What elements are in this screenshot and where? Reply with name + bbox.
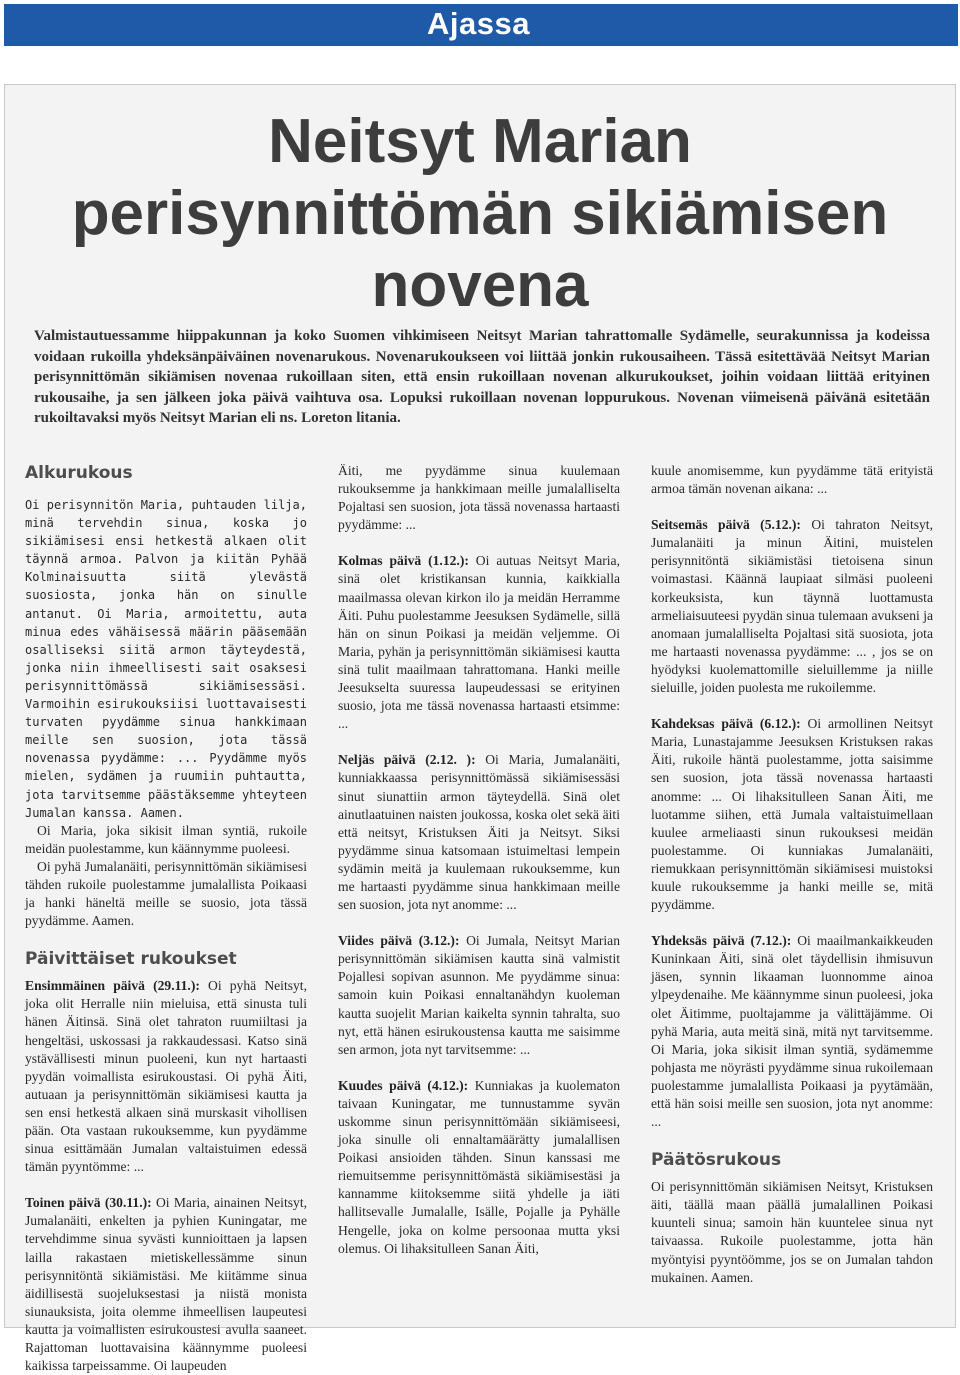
section-label: Ajassa xyxy=(427,6,530,41)
day-4-text: Oi Maria, Jumalanäiti, kunniakkaassa perisynnittömässä sikiämisessäsi sinut siunattiin armon täyteydellä. Sinä olet ainutlaatuinen naisten joukossa, koska olet sekä äiti että neitsyt, Kristuksen Äiti ja Neitsyt. Siksi pyydämme sinua katsomaan istuimeltasi lempein sydämin meitä ja kuulemaan rukouksemme, kun me hartaasti pyydämme sinua hankkimaan meille sen suosion, jota nyt anomme: ... xyxy=(338,752,620,913)
day-5-label: Viides päivä (3.12.): xyxy=(338,933,460,949)
heading-paatosrukous: Päätösrukous xyxy=(651,1150,782,1171)
column-3 xyxy=(651,462,933,1287)
alkurukous-paragraph-2: Oi Maria, joka sikisit ilman syntiä, rukoile meidän puolestamme, kun käännymme puoleesi. xyxy=(25,822,307,856)
section-banner xyxy=(4,4,958,46)
day-2-prayer xyxy=(25,1194,307,1375)
article-intro: Valmistautuessamme hiippakunnan ja koko Suomen vihkimiseen Neitsyt Marian tahrattomalle Sydämelle, seurakunnissa ja kodeissa voidaan rukoilla yhdeksänpäiväinen novenarukous. Novenarukoukseen voi liittää jonkin rukousaiheen. Tässä esitettävää Neitsyt Marian perisynnittömän sikiämisen novenaa rukoillaan siten, että ensin rukoillaan novenan alkurukoukset, joihin voidaan liittää erityinen rukousaihe, ja sen jälkeen joka päivä vaihtuva osa. Lopuksi rukoillaan novenan loppurukous. Novenan viimeisenä päivänä esitetään rukoiltavaksi myös Neitsyt Marian eli ns. Loreton litania. xyxy=(34,328,930,426)
day-2-continuation: Äiti, me pyydämme sinua kuulemaan rukouksemme ja hankkimaan meille jumalalliselta Pojaltasi sen suosion, jota tässä novenassa hartaasti pyydämme: ... xyxy=(338,463,620,533)
day-8-text: Oi armollinen Neitsyt Maria, Lunastajamme Jeesuksen Kristuksen rakas Äiti, rukoile häntä puolestamme, jotta saisimme sen suosion, jota tässä novenassa hartaasti anomme: ... Oi lihaksitulleen Sanan Äiti, me luotamme siihen, että Jumala valtaistuimellaan kuulee armeliaasti sinun rukouksesi meidän puolestamme. Oi kunniakas Jumalanäiti, riemukkaan perisynnittömän sikiämisesi muistoksi kuule rukouksemme ja hanki meille se, mitä pyydämme. xyxy=(651,716,933,913)
title-line-3: novena xyxy=(371,251,589,320)
day-8-prayer xyxy=(651,715,933,914)
article-title xyxy=(0,106,960,322)
day-2-text: Oi Maria, ainainen Neitsyt, Jumalanäiti, enkelten ja pyhien Kuningatar, me tervehdimme sinua syvästi kunnioittaen ja lapsen lailla rakastaen mietiskellessämme sinun perisynnitöntä sikiämistäsi. Me kiitämme sinua äidillisestä suojeluksestasi ja niistä monista siunauksista, joita olemme ihmeellisen laupeutesi kautta ja voimallisten esirukoustesi avulla saaneet. Rajattoman luottavaisina käännymme puoleesi kaikissa tarpeissamme. Oi laupeuden xyxy=(25,1195,307,1374)
column-1 xyxy=(25,462,307,1375)
day-4-prayer xyxy=(338,751,620,914)
day-9-prayer xyxy=(651,932,933,1131)
day-3-label: Kolmas päivä (1.12.): xyxy=(338,553,469,569)
day-4-label: Neljäs päivä (2.12. ): xyxy=(338,752,476,768)
day-7-text: Oi tahraton Neitsyt, Jumalanäiti ja minun Äitini, muistelen perisynnitöntä sikiämistäsi tietoisena sinun voimastasi. Käännä laupiaat silmäsi puoleeni korkeuksista, kun täynnä luottamusta armeliaisuuteesi pyydän sinua tulemaan avukseni ja anomaan jumalalliselta Pojaltasi sitä suosiota, jota me hartaasti novenassa pyydämme: ... , jos se on hyödyksi kuolemattomille sieluillemme ja niille sieluille, joiden puolesta me rukoilemme. xyxy=(651,517,933,696)
day-1-label: Ensimmäinen päivä (29.11.): xyxy=(25,978,200,994)
paatosrukous-text: Oi perisynnittömän sikiämisen Neitsyt, Kristuksen äiti, täällä maan päällä jumalallinen Poikasi kuunteli sinua; samoin hän kuuntelee sinua nyt taivaassa. Rukoile puolestamme, jotta hän myöntyisi pyyntöömme, jos se on Jumalan tahdon mukainen. Aamen. xyxy=(651,1179,933,1285)
day-6-continuation: kuule anomisemme, kun pyydämme tätä erityistä armoa tämän novenan aikana: ... xyxy=(651,463,933,497)
day-3-text: Oi autuas Neitsyt Maria, sinä olet kristikansan kunnia, kaikkialla maailmassa olevan kirkon ilo ja meidän Herramme Äiti. Puhu puolestamme Jeesuksen Sydämelle, sillä hän on sinun Poikasi ja meidän veljemme. Oi Maria, pyhän ja perisynnittömän sikiämisesi kautta sinä tulit maailmaan tahrattomana. Hanki meille Jeesukselta suuressa laupeudessasi se erityinen suosio, jota me tässä novenassa hartaasti etsimme: ... xyxy=(338,553,620,732)
alkurukous-paragraph-3: Oi pyhä Jumalanäiti, perisynnittömän sikiämisesi tähden rukoile puolestamme jumalallista Poikaasi ja hanki häneltä meille se suosio, jota tässä pyydämme. Aamen. xyxy=(25,858,307,929)
day-7-prayer xyxy=(651,516,933,697)
day-9-text: Oi maailmankaikkeuden Kuninkaan Äiti, sinä olet täydellisin ihmisuvun jäsen, synnin likaaman luonnomme ainoa ylpeydenaihe. Me käännymme sinun puoleesi, joka olet Äitimme, puoltajamme ja välittäjämme. Oi pyhä Maria, auta meitä sinä, mitä nyt tarvitsemme. Oi Maria, joka sikisit ilman syntiä, sydämemme pohjasta me nöyrästi pyydämme sinua rukoilemaan puolestamme jumalallista Poikaasi ja pyytämään, että hän soisi meille sen suosion, jota nyt anomme: ... xyxy=(651,933,933,1130)
day-5-prayer xyxy=(338,932,620,1059)
title-line-2: perisynnittömän sikiämisen xyxy=(71,179,889,248)
day-2-label: Toinen päivä (30.11.): xyxy=(25,1195,152,1211)
day-6-label: Kuudes päivä (4.12.): xyxy=(338,1077,469,1093)
day-9-label: Yhdeksäs päivä (7.12.): xyxy=(651,933,792,949)
day-1-prayer xyxy=(25,977,307,1176)
day-3-prayer xyxy=(338,552,620,733)
heading-alkurukous: Alkurukous xyxy=(25,463,133,483)
day-6-prayer xyxy=(338,1077,620,1258)
heading-paivittaiset: Päivittäiset rukoukset xyxy=(25,949,237,970)
title-line-1: Neitsyt Marian xyxy=(268,107,692,176)
day-5-text: Oi Jumala, Neitsyt Marian perisynnittömän sikiämisen kautta sinä valmistit Pojallesi sopivan asunnon. Me pyydämme sinua: samoin kuin Poikasi ennaltanähdyn kuoleman kautta suojelit Marian kaikelta synnin tahralta, suo nyt, että hänen esirukoustensa kautta me saisimme sen armon, jota nyt tarvitsemme: ... xyxy=(338,933,620,1057)
alkurukous-paragraph-1: Oi perisynnitön Maria, puhtauden lilja, minä tervehdin sinua, koska jo sikiämisesi ensi hetkestä alkaen olit täynnä armoa. Palvon ja kiitän Pyhää Kolminaisuutta siitä ylevästä suosiosta, jonka hän on sinulle antanut. Oi Maria, armoitettu, auta minua edes vähäisessä määrin pääsemään osalliseksi siitä armon täyteydestä, jonka niin ihmeellisesti sait osaksesi perisynnittömässä sikiämisessäsi. Varmoihin esirukouksiisi luottavaisesti turvaten pyydämme sinua hankkimaan meille sen suosion, jota tässä novenassa pyydämme: ... Pyydämme myös mielen, sydämen ja ruumiin puhtautta, jota tarvitsemme päästäksemme yhteyteen Jumalan kanssa. Aamen. xyxy=(25,498,307,820)
day-6-text: Kunniakas ja kuolematon taivaan Kuningatar, me tunnustamme syvän uskomme sinun perisynnittömään sikiämiseesi, joka sinulle oli ennaltamäärätty jumalallisen Poikasi ansioiden tähden. Sinun kanssasi me riemuitsemme perisynnittömästä sikiämisestäsi ja kannamme kiitoksemme siitä yhdelle ja iäti hallitsevalle Jumalalle, Isälle, Pojalle ja Pyhälle Hengelle, joka on kolme persoonaa mutta yksi olemus. Oi lihaksitulleen Sanan Äiti, xyxy=(338,1077,621,1256)
day-1-text: Oi pyhä Neitsyt, joka olit Herralle niin mieluisa, että sinusta tuli hänen Äitinsä. Sinä olet tahraton ruumiiltasi ja hengeltäsi, uskossasi ja rakkaudessasi. Katso sinä ystävällisesti minun puoleeni, kun nyt hartaasti pyydän voimallista esirukoustasi. Oi pyhä Äiti, autuaan ja perisynnittömän sikiämisesi kautta ja sen ensi hetkestä alkaen sinä murskasit vihollisen pään. Ota vastaan rukouksemme, kun pyydämme sinua esittämään Jumalan valtaistuimen edessä tämän pyyntömme: ... xyxy=(25,978,307,1175)
column-2 xyxy=(338,462,620,1258)
day-8-label: Kahdeksas päivä (6.12.): xyxy=(651,716,801,732)
day-7-label: Seitsemäs päivä (5.12.): xyxy=(651,517,801,533)
